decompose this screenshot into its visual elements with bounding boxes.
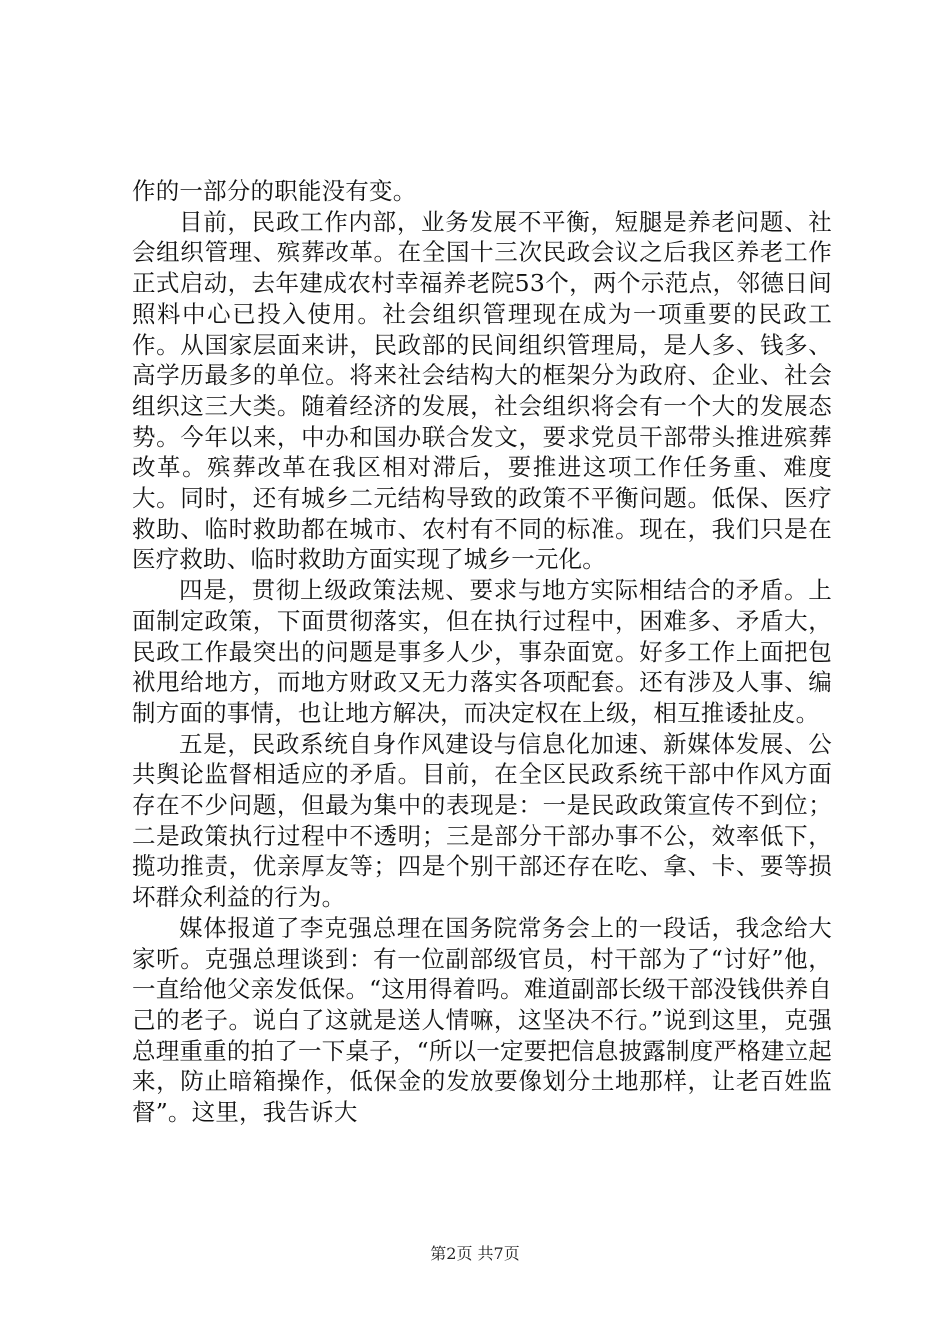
paragraph-point-four: 四是，贯彻上级政策法规、要求与地方实际相结合的矛盾。上面制定政策，下面贯彻落实，但在执行过程中，困难多、矛盾大，民政工作最突出的问题是事多人少，事杂面宽。好多工作上面把包袱甩给地方，而地方财政又无力落实各项配套。还有涉及人事、编制方面的事情，也让地方解决，而决定权在上级，相互推诿扯皮。 — [132, 576, 832, 727]
paragraph-continuation: 作的一部分的职能没有变。 — [132, 177, 417, 205]
document-body — [132, 176, 832, 1128]
paragraph-point-five: 五是，民政系统自身作风建设与信息化加速、新媒体发展、公共舆论监督相适应的矛盾。目前，在全区民政系统干部中作风方面存在不少问题，但最为集中的表现是：一是民政政策宣传不到位；二是政策执行过程中不透明；三是部分干部办事不公，效率低下，揽功推责，优亲厚友等；四是个别干部还存在吃、拿、卡、要等损坏群众利益的行为。 — [132, 729, 832, 912]
paragraph-current-issues: 目前，民政工作内部，业务发展不平衡，短腿是养老问题、社会组织管理、殡葬改革。在全国十三次民政会议之后我区养老工作正式启动，去年建成农村幸福养老院53个，两个示范点，邻德日间照料中心已投入使用。社会组织管理现在成为一项重要的民政工作。从国家层面来讲，民政部的民间组织管理局，是人多、钱多、高学历最多的单位。将来社会结构大的框架分为政府、企业、社会组织这三大类。随着经济的发展，社会组织将会有一个大的发展态势。今年以来，中办和国办联合发文，要求党员干部带头推进殡葬改革。殡葬改革在我区相对滞后，要推进这项工作任务重、难度大。同时，还有城乡二元结构导致的政策不平衡问题。低保、医疗救助、临时救助都在城市、农村有不同的标准。现在，我们只是在医疗救助、临时救助方面实现了城乡一元化。 — [132, 207, 832, 574]
page-number-footer: 第2页 共7页 — [430, 1244, 520, 1263]
paragraph-media-report: 媒体报道了李克强总理在国务院常务会上的一段话，我念给大家听。克强总理谈到：有一位副部级官员，村干部为了“讨好”他，一直给他父亲发低保。“这用得着吗。难道副部长级干部没钱供养自己的老子。说白了这就是送人情嘛，这坚决不行。”说到这里，克强总理重重的拍了一下桌子，“所以一定要把信息披露制度严格建立起来，防止暗箱操作，低保金的发放要像划分土地那样，让老百姓监督”。这里，我告诉大 — [132, 913, 832, 1127]
